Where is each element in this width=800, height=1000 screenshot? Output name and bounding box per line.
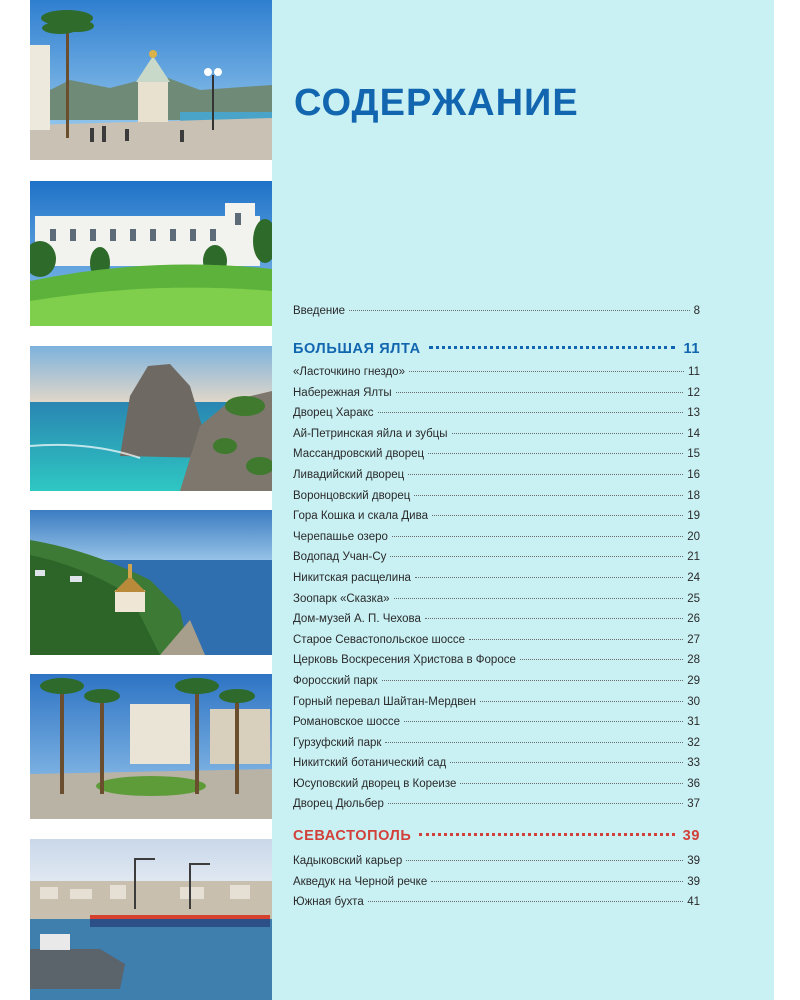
toc-entry-label: Акведук на Черной речке bbox=[293, 876, 428, 888]
toc-entry-page: 39 bbox=[687, 876, 700, 888]
photo-park-palms-image bbox=[30, 674, 272, 819]
toc-entry[interactable] bbox=[293, 531, 700, 543]
leader-dots bbox=[469, 639, 683, 640]
toc-entry-page: 29 bbox=[687, 675, 700, 687]
photo-sevastopol-harbor bbox=[30, 839, 272, 1000]
toc-entry[interactable] bbox=[293, 634, 700, 646]
leader-dots bbox=[425, 618, 683, 619]
toc-entry-label: Церковь Воскресения Христова в Форосе bbox=[293, 654, 516, 666]
toc-entry[interactable] bbox=[293, 876, 700, 888]
toc-entry-page: 19 bbox=[687, 510, 700, 522]
toc-entry[interactable] bbox=[293, 428, 700, 440]
leader-dots bbox=[429, 346, 676, 349]
photo-column bbox=[0, 0, 272, 1000]
toc-entry-label: Форосский парк bbox=[293, 675, 378, 687]
section-heading-big-yalta[interactable] bbox=[293, 341, 700, 357]
toc-entry-page: 12 bbox=[687, 387, 700, 399]
toc-entry-page: 8 bbox=[693, 305, 700, 317]
toc-entry-page: 31 bbox=[687, 716, 700, 728]
toc-entry-page: 15 bbox=[687, 448, 700, 460]
toc-entry-label: Романовское шоссе bbox=[293, 716, 401, 728]
toc-entry[interactable] bbox=[293, 778, 700, 790]
toc-entry-label: Ливадийский дворец bbox=[293, 469, 405, 481]
toc-entry-page: 26 bbox=[687, 613, 700, 625]
toc-entry-label: Введение bbox=[293, 305, 346, 317]
leader-dots bbox=[428, 453, 683, 454]
photo-park-palms bbox=[30, 674, 272, 819]
toc-entry-label: Черепашье озеро bbox=[293, 531, 388, 543]
section-page: 11 bbox=[683, 341, 700, 357]
toc-entry-label: Гора Кошка и скала Дива bbox=[293, 510, 428, 522]
leader-dots bbox=[409, 371, 684, 372]
toc-entry[interactable] bbox=[293, 613, 700, 625]
photo-yalta-embankment bbox=[30, 0, 272, 160]
photo-yalta-embankment-image bbox=[30, 0, 272, 160]
toc-entry[interactable] bbox=[293, 593, 700, 605]
toc-entry-page: 30 bbox=[687, 696, 700, 708]
toc-entry-label: Старое Севастопольское шоссе bbox=[293, 634, 466, 646]
toc-entry-label: «Ласточкино гнездо» bbox=[293, 366, 405, 378]
leader-dots bbox=[520, 659, 683, 660]
toc-entry-page: 21 bbox=[687, 551, 700, 563]
toc-entry-page: 36 bbox=[687, 778, 700, 790]
toc-entry-page: 11 bbox=[688, 366, 700, 378]
toc-entry[interactable] bbox=[293, 407, 700, 419]
toc-entry[interactable] bbox=[293, 716, 700, 728]
leader-dots bbox=[390, 556, 683, 557]
photo-foros-church bbox=[30, 510, 272, 655]
toc-entry[interactable] bbox=[293, 896, 700, 908]
toc-entry-page: 18 bbox=[687, 490, 700, 502]
toc-entry-label: Набережная Ялты bbox=[293, 387, 392, 399]
toc-entry-page: 16 bbox=[687, 469, 700, 481]
leader-dots bbox=[396, 392, 684, 393]
page-title: СОДЕРЖАНИЕ bbox=[294, 82, 579, 124]
leader-dots bbox=[388, 803, 683, 804]
toc-entry-page: 37 bbox=[687, 798, 700, 810]
toc-entry-label: Дом-музей А. П. Чехова bbox=[293, 613, 421, 625]
toc-entry-page: 39 bbox=[687, 855, 700, 867]
toc-entry[interactable] bbox=[293, 737, 700, 749]
toc-entry-page: 25 bbox=[687, 593, 700, 605]
toc-entry-label: Кадыковский карьер bbox=[293, 855, 403, 867]
toc-entry-label: Ай-Петринская яйла и зубцы bbox=[293, 428, 448, 440]
photo-livadia-palace-image bbox=[30, 181, 272, 326]
photo-foros-church-image bbox=[30, 510, 272, 655]
toc-entry[interactable] bbox=[293, 510, 700, 522]
toc-entry-page: 13 bbox=[687, 407, 700, 419]
toc-entry-label: Воронцовский дворец bbox=[293, 490, 411, 502]
toc-entry[interactable] bbox=[293, 469, 700, 481]
toc-entry[interactable] bbox=[293, 798, 700, 810]
toc-entry[interactable] bbox=[293, 696, 700, 708]
toc-entry-page: 32 bbox=[687, 737, 700, 749]
toc-entry-label: Водопад Учан-Су bbox=[293, 551, 387, 563]
leader-dots bbox=[414, 495, 683, 496]
leader-dots bbox=[406, 860, 683, 861]
toc-entry-page: 14 bbox=[687, 428, 700, 440]
toc-entry[interactable] bbox=[293, 448, 700, 460]
toc-entry-page: 33 bbox=[687, 757, 700, 769]
toc-entry-label: Горный перевал Шайтан-Мердвен bbox=[293, 696, 476, 708]
toc-entry-page: 24 bbox=[687, 572, 700, 584]
toc-entry-label: Юсуповский дворец в Кореизе bbox=[293, 778, 457, 790]
toc-entry[interactable] bbox=[293, 675, 700, 687]
leader-dots bbox=[392, 536, 683, 537]
leader-dots bbox=[460, 783, 683, 784]
toc-entry-label: Зоопарк «Сказка» bbox=[293, 593, 390, 605]
leader-dots bbox=[450, 762, 683, 763]
toc-entry-page: 41 bbox=[687, 896, 700, 908]
section-title: БОЛЬШАЯ ЯЛТА bbox=[293, 341, 421, 357]
photo-diva-rock-image bbox=[30, 346, 272, 491]
leader-dots bbox=[404, 721, 683, 722]
leader-dots bbox=[432, 515, 683, 516]
toc-entry[interactable] bbox=[293, 490, 700, 502]
toc-entry[interactable] bbox=[293, 654, 700, 666]
toc-entry-page: 20 bbox=[687, 531, 700, 543]
toc-entry-label: Никитский ботанический сад bbox=[293, 757, 447, 769]
toc-entry[interactable] bbox=[293, 387, 700, 399]
section-heading-sevastopol[interactable] bbox=[293, 828, 700, 844]
toc-entry[interactable] bbox=[293, 855, 700, 867]
leader-dots bbox=[382, 680, 684, 681]
section-title: СЕВАСТОПОЛЬ bbox=[293, 828, 412, 844]
leader-dots bbox=[349, 310, 690, 311]
leader-dots bbox=[368, 901, 683, 902]
toc-entry-label: Гурзуфский парк bbox=[293, 737, 382, 749]
section-page: 39 bbox=[682, 828, 700, 844]
toc-entry-page: 28 bbox=[687, 654, 700, 666]
toc-entry[interactable] bbox=[293, 551, 700, 563]
leader-dots bbox=[408, 474, 683, 475]
leader-dots bbox=[452, 433, 684, 434]
leader-dots bbox=[394, 598, 684, 599]
leader-dots bbox=[415, 577, 683, 578]
leader-dots bbox=[431, 881, 683, 882]
leader-dots bbox=[480, 701, 683, 702]
toc-entry-label: Массандровский дворец bbox=[293, 448, 425, 460]
toc-entry[interactable] bbox=[293, 572, 700, 584]
toc-entry-intro[interactable] bbox=[293, 305, 700, 317]
toc-entry-page: 27 bbox=[687, 634, 700, 646]
photo-livadia-palace bbox=[30, 181, 272, 326]
photo-sevastopol-harbor-image bbox=[30, 839, 272, 1000]
toc-entry-label: Южная бухта bbox=[293, 896, 364, 908]
toc-entry[interactable] bbox=[293, 757, 700, 769]
leader-dots bbox=[385, 742, 683, 743]
toc-entry[interactable] bbox=[293, 366, 700, 378]
photo-diva-rock bbox=[30, 346, 272, 491]
toc-entry-label: Никитская расщелина bbox=[293, 572, 411, 584]
leader-dots bbox=[378, 412, 684, 413]
toc-entry-label: Дворец Дюльбер bbox=[293, 798, 384, 810]
toc-entry-label: Дворец Харакс bbox=[293, 407, 374, 419]
leader-dots bbox=[419, 833, 674, 836]
